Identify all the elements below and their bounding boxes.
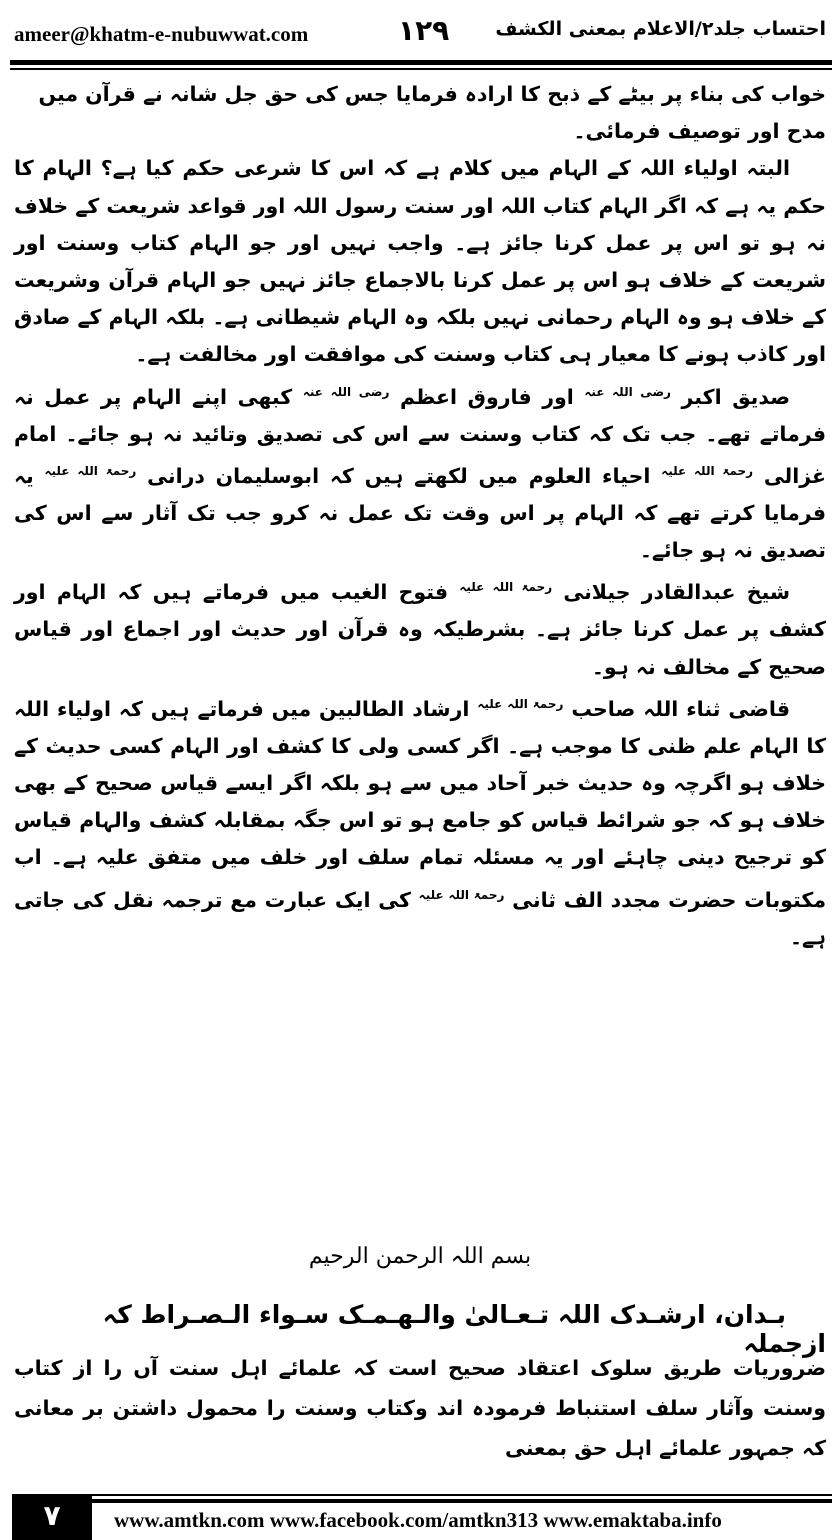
- paragraph-4: [14, 569, 826, 685]
- p3-text-b: اور فاروق اعظم: [399, 384, 574, 409]
- honorific-mark: رحمۃ اللہ علیہ: [44, 463, 137, 478]
- p3-text-d: احیاء العلوم میں لکھتے ہیں کہ ابوسلیمان درانی: [147, 463, 651, 488]
- paragraph-5: [14, 686, 826, 956]
- honorific-mark: رضی اللہ عنہ: [584, 384, 671, 399]
- bismillah-heading: بسم اللہ الرحمن الرحیم: [308, 1244, 532, 1269]
- honorific-mark: رحمۃ اللہ علیہ: [418, 887, 505, 902]
- paragraph-1: خواب کی بناء پر بیٹے کے ذبح کا ارادہ فرمایا جس کی حق جل شانہ نے قرآن میں مدح اور توصیف فرمائی۔: [38, 82, 826, 144]
- header-thin-rule: [10, 68, 832, 70]
- persian-quote-text: ضروریات طریق سلوک اعتقاد صحیح است کہ علمائے اہل سنت آں را از کتاب وسنت وآثار سلف استنباط فرمودہ اند وکتاب وسنت را محمول داشتن بر معانی کہ جمہور علمائے اہل حق بمعنی: [14, 1356, 826, 1460]
- p3-text-a: صدیق اکبر: [681, 384, 791, 409]
- paragraph-3: [14, 374, 826, 570]
- footer-thick-rule: [92, 1499, 832, 1503]
- p4-text-b: فتوح الغیب میں فرماتے ہیں کہ الہام اور کشف پر عمل کرنا جائز ہے۔ بشرطیکہ وہ قرآن اور حدیث اور اجماع اور قیاس صحیح کے مخالف نہ ہو۔: [14, 580, 826, 679]
- p3-text-e: یہ فرمایا کرتے تھے کہ الہام پر اس وقت تک عمل نہ کرو جب تک آثار سے اس کی تصدیق نہ ہو جائے۔: [14, 463, 826, 563]
- honorific-mark: رضی اللہ عنہ: [302, 384, 390, 399]
- header-email: ameer@khatm-e-nubuwwat.com: [14, 22, 309, 46]
- honorific-mark: رحمۃ اللہ علیہ: [661, 463, 754, 478]
- footer-thin-rule: [92, 1494, 832, 1496]
- p3-text-c: کبھی اپنے الہام پر عمل نہ فرماتے تھے۔ جب تک کہ کتاب وسنت سے اس کی تصدیق وتائید نہ ہو جائے۔ امام غزالی: [14, 384, 827, 488]
- p4-text-a: شیخ عبدالقادر جیلانی: [563, 580, 791, 605]
- p5-text-b: ارشاد الطالبین میں فرماتے ہیں کہ اولیاء اللہ کا الہام علم ظنی کا موجب ہے۔ اگر کسی ولی کا کشف اور الہام کسی حدیث کے خلاف ہو اگرچہ وہ حدیث خبر آحاد میں سے ہو بلکہ اگر ایسے قیاس صحیح کے بھی خلاف ہو کہ جو شرائط قیاس کو جامع ہو تو اس جگہ بمقابلہ کشف والہام قیاس کو ترجیح دینی چاہئے اور یہ مسئلہ تمام سلف اور خلف میں متفق علیہ ہے۔ اب مکتوبات حضرت مجدد الف ثانی: [14, 696, 827, 912]
- honorific-mark: رحمۃ اللہ علیہ: [477, 696, 564, 711]
- footer-page-number: ٧: [12, 1494, 92, 1540]
- footer-website-links: www.amtkn.com www.facebook.com/amtkn313 www.emaktaba.info: [114, 1508, 722, 1532]
- header-thick-rule: [10, 60, 832, 65]
- p5-text-a: قاضی ثناء اللہ صاحب: [571, 696, 791, 721]
- arabic-quote-heading: بـدان، ارشـدک اللہ تـعـالیٰ والـهـمـک سـواء الـصـراط کہ ازجملہ: [102, 1300, 826, 1358]
- header-page-number: ١٢٩: [398, 14, 450, 47]
- header-book-title: احتساب جلد۲/الاعلام بمعنی الکشف: [495, 18, 826, 40]
- main-text: [14, 76, 826, 956]
- paragraph-2: البتہ اولیاء اللہ کے الہام میں کلام ہے کہ اس کا شرعی حکم کیا ہے؟ الہام کا حکم یہ ہے کہ اگر الہام کتاب اللہ اور سنت رسول اللہ اور قواعد شریعت کے خلاف نہ ہو تو اس پر عمل کرنا جائز ہے۔ واجب نہیں اور جو الہام کتاب وسنت اور شریعت کے خلاف ہو اس پر عمل کرنا بالاجماع جائز نہیں جو الہام قرآن وشریعت کے خلاف ہو وہ الہام رحمانی نہیں بلکہ وہ الہام شیطانی ہے۔ بلکہ الہام کے صادق اور کاذب ہونے کا معیار ہی کتاب وسنت کی موافقت اور مخالفت ہے۔: [14, 156, 826, 367]
- honorific-mark: رحمۃ اللہ علیہ: [459, 580, 553, 595]
- page-footer: [0, 1486, 840, 1540]
- page-header: [0, 0, 840, 62]
- p5-text-c: کی ایک عبارت مع ترجمہ نقل کی جاتی ہے۔: [14, 887, 826, 949]
